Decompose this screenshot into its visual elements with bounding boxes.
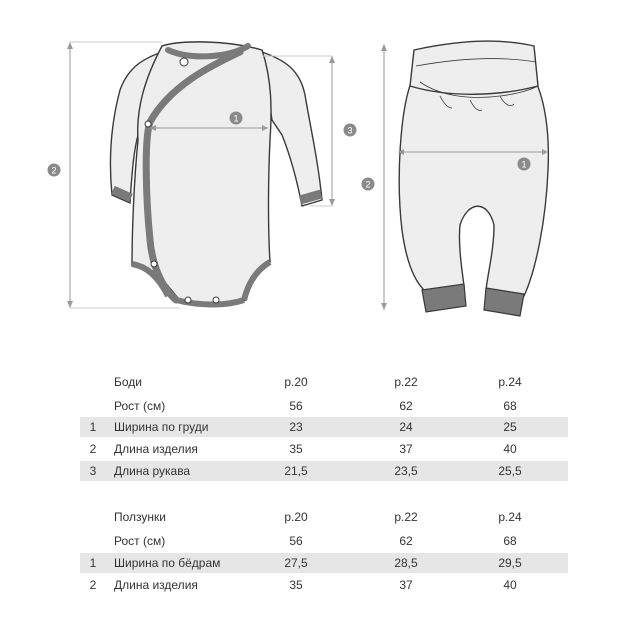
collar-snap-icon: [180, 58, 188, 66]
row-value: 35: [289, 442, 303, 456]
row-number: 1: [89, 556, 97, 570]
row-value: 27,5: [284, 556, 308, 570]
row-value: 25: [503, 420, 517, 434]
row-number: [80, 396, 106, 416]
svg-text:3: 3: [347, 125, 353, 136]
table-row: [80, 417, 568, 437]
row-value: 29,5: [498, 556, 522, 570]
bodysuit-drawing: [110, 42, 322, 305]
row-number: 1: [89, 420, 97, 434]
svg-text:1: 1: [521, 159, 527, 170]
row-value: 40: [503, 578, 517, 592]
row-value: 21,5: [284, 464, 308, 478]
svg-text:1: 1: [233, 113, 239, 124]
table-header-row: [80, 372, 568, 392]
bodysuit-marker-1: [230, 112, 243, 125]
row-label: Длина изделия: [114, 442, 198, 456]
size-header: р.24: [498, 510, 522, 524]
table-row: [80, 553, 568, 573]
bodysuit-marker-3: [344, 124, 357, 137]
table-title: Ползунки: [114, 510, 166, 524]
row-value: 62: [399, 399, 413, 413]
row-value: 28,5: [394, 556, 418, 570]
pants-marker-2: [362, 178, 375, 191]
row-value: 23,5: [394, 464, 418, 478]
row-label: Рост (см): [114, 534, 166, 548]
snap-icon: [185, 297, 191, 303]
table-title: Боди: [114, 375, 142, 389]
row-value: 62: [399, 534, 413, 548]
row-value: 24: [399, 420, 413, 434]
pants-drawing: [398, 41, 548, 316]
row-value: 23: [289, 420, 303, 434]
row-value: 68: [503, 534, 517, 548]
table-row: [80, 531, 568, 551]
size-header: р.20: [284, 510, 308, 524]
row-value: 37: [399, 442, 413, 456]
pants-length-dimension: [381, 44, 387, 310]
row-value: 37: [399, 578, 413, 592]
pants-body: [399, 80, 548, 296]
size-header: р.22: [394, 375, 418, 389]
table-row: [80, 396, 568, 416]
row-number: 2: [89, 578, 97, 592]
row-label: Ширина по груди: [114, 420, 209, 434]
snap-icon: [151, 261, 157, 267]
bodysuit-cuff-right: [300, 194, 321, 200]
row-label: Длина изделия: [114, 578, 198, 592]
table-header-row: [80, 507, 568, 527]
size-header: р.20: [284, 375, 308, 389]
row-label: Ширина по бёдрам: [114, 556, 221, 570]
row-value: 25,5: [498, 464, 522, 478]
snap-icon: [213, 297, 219, 303]
table-row: [80, 439, 568, 459]
row-label: Рост (см): [114, 399, 166, 413]
size-header: р.24: [498, 375, 522, 389]
pants-marker-1: [518, 158, 531, 171]
row-value: 56: [289, 399, 303, 413]
row-value: 68: [503, 399, 517, 413]
table-row: [80, 461, 568, 481]
row-label: Длина рукава: [114, 464, 191, 478]
size-header: р.22: [394, 510, 418, 524]
svg-text:2: 2: [51, 165, 57, 176]
row-number: 2: [89, 442, 97, 456]
bodysuit-marker-2: [48, 164, 61, 177]
row-number: 3: [89, 464, 97, 478]
row-value: 56: [289, 534, 303, 548]
row-number: [80, 531, 106, 551]
svg-text:2: 2: [365, 179, 371, 190]
pants-waistband: [410, 41, 538, 94]
row-value: 40: [503, 442, 517, 456]
snap-icon: [145, 121, 151, 127]
table-row: [80, 575, 568, 595]
row-value: 35: [289, 578, 303, 592]
